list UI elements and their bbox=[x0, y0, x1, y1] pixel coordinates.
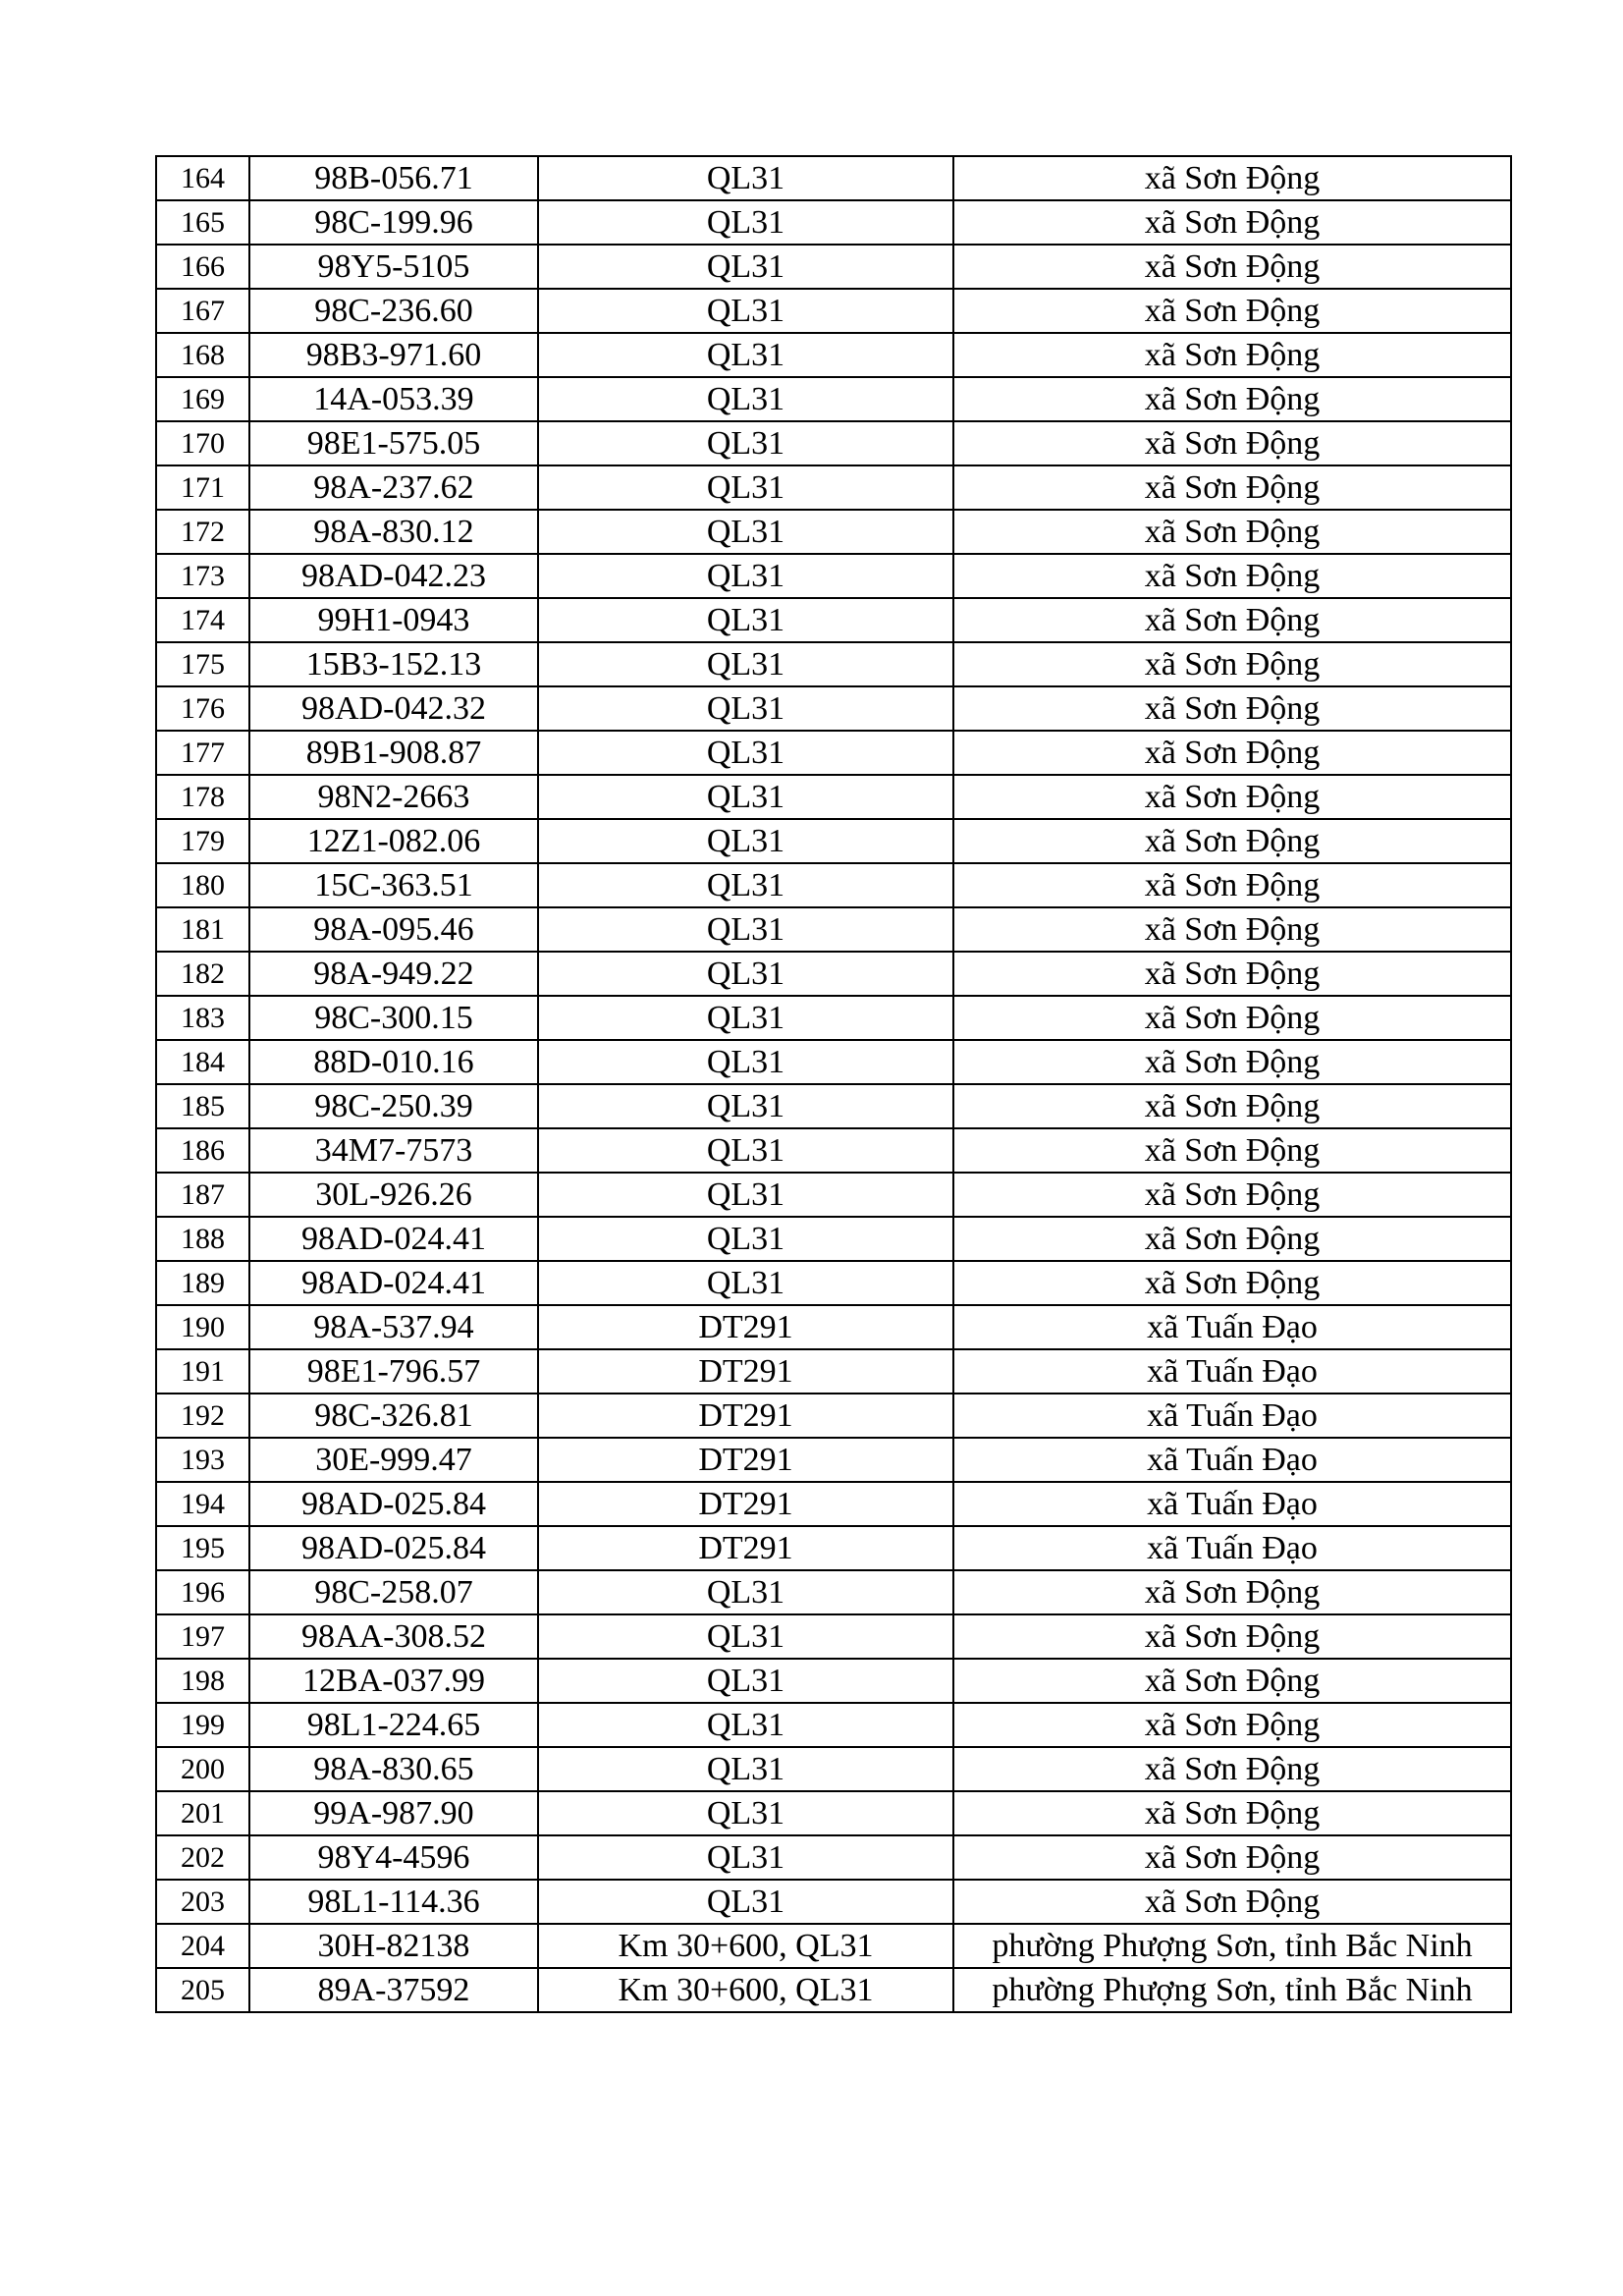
road-cell: QL31 bbox=[538, 1084, 953, 1128]
table-row bbox=[156, 510, 1511, 554]
row-number-cell: 165 bbox=[156, 200, 249, 245]
road-cell: QL31 bbox=[538, 1040, 953, 1084]
table-row bbox=[156, 1570, 1511, 1614]
location-cell: phường Phượng Sơn, tỉnh Bắc Ninh bbox=[953, 1968, 1511, 2012]
table-row bbox=[156, 1747, 1511, 1791]
table-row bbox=[156, 598, 1511, 642]
table-row bbox=[156, 245, 1511, 289]
location-cell: xã Sơn Động bbox=[953, 598, 1511, 642]
location-cell: xã Sơn Động bbox=[953, 1659, 1511, 1703]
table-row bbox=[156, 819, 1511, 863]
row-number-cell: 199 bbox=[156, 1703, 249, 1747]
location-cell: xã Sơn Động bbox=[953, 289, 1511, 333]
road-cell: QL31 bbox=[538, 598, 953, 642]
road-cell: QL31 bbox=[538, 819, 953, 863]
row-number-cell: 186 bbox=[156, 1128, 249, 1173]
location-cell: xã Sơn Động bbox=[953, 1173, 1511, 1217]
violations-table bbox=[155, 155, 1512, 2013]
location-cell: xã Sơn Động bbox=[953, 1880, 1511, 1924]
road-cell: QL31 bbox=[538, 952, 953, 996]
table-row bbox=[156, 1968, 1511, 2012]
row-number-cell: 171 bbox=[156, 465, 249, 510]
row-number-cell: 188 bbox=[156, 1217, 249, 1261]
license-plate-cell: 14A-053.39 bbox=[249, 377, 538, 421]
table-row bbox=[156, 377, 1511, 421]
table-row bbox=[156, 907, 1511, 952]
license-plate-cell: 98A-830.12 bbox=[249, 510, 538, 554]
table-row bbox=[156, 863, 1511, 907]
road-cell: QL31 bbox=[538, 200, 953, 245]
license-plate-cell: 98A-949.22 bbox=[249, 952, 538, 996]
row-number-cell: 190 bbox=[156, 1305, 249, 1349]
license-plate-cell: 98AD-042.32 bbox=[249, 686, 538, 731]
license-plate-cell: 98C-326.81 bbox=[249, 1394, 538, 1438]
road-cell: QL31 bbox=[538, 377, 953, 421]
license-plate-cell: 98L1-114.36 bbox=[249, 1880, 538, 1924]
row-number-cell: 180 bbox=[156, 863, 249, 907]
row-number-cell: 195 bbox=[156, 1526, 249, 1570]
row-number-cell: 182 bbox=[156, 952, 249, 996]
license-plate-cell: 98A-830.65 bbox=[249, 1747, 538, 1791]
table-body bbox=[156, 156, 1511, 2012]
location-cell: xã Tuấn Đạo bbox=[953, 1438, 1511, 1482]
license-plate-cell: 98C-250.39 bbox=[249, 1084, 538, 1128]
row-number-cell: 202 bbox=[156, 1835, 249, 1880]
location-cell: xã Sơn Động bbox=[953, 1261, 1511, 1305]
road-cell: QL31 bbox=[538, 1217, 953, 1261]
license-plate-cell: 98A-237.62 bbox=[249, 465, 538, 510]
location-cell: xã Sơn Động bbox=[953, 1747, 1511, 1791]
row-number-cell: 191 bbox=[156, 1349, 249, 1394]
location-cell: xã Sơn Động bbox=[953, 554, 1511, 598]
location-cell: xã Sơn Động bbox=[953, 465, 1511, 510]
table-row bbox=[156, 1659, 1511, 1703]
license-plate-cell: 89B1-908.87 bbox=[249, 731, 538, 775]
table-row bbox=[156, 1261, 1511, 1305]
license-plate-cell: 98C-258.07 bbox=[249, 1570, 538, 1614]
row-number-cell: 184 bbox=[156, 1040, 249, 1084]
license-plate-cell: 30L-926.26 bbox=[249, 1173, 538, 1217]
license-plate-cell: 98AD-042.23 bbox=[249, 554, 538, 598]
road-cell: QL31 bbox=[538, 289, 953, 333]
license-plate-cell: 98B3-971.60 bbox=[249, 333, 538, 377]
road-cell: QL31 bbox=[538, 1835, 953, 1880]
row-number-cell: 200 bbox=[156, 1747, 249, 1791]
license-plate-cell: 98B-056.71 bbox=[249, 156, 538, 200]
license-plate-cell: 98A-095.46 bbox=[249, 907, 538, 952]
row-number-cell: 173 bbox=[156, 554, 249, 598]
location-cell: xã Sơn Động bbox=[953, 1614, 1511, 1659]
table-row bbox=[156, 1703, 1511, 1747]
table-row bbox=[156, 1880, 1511, 1924]
road-cell: QL31 bbox=[538, 863, 953, 907]
license-plate-cell: 98E1-796.57 bbox=[249, 1349, 538, 1394]
table-row bbox=[156, 1040, 1511, 1084]
license-plate-cell: 98E1-575.05 bbox=[249, 421, 538, 465]
table-row bbox=[156, 1349, 1511, 1394]
license-plate-cell: 89A-37592 bbox=[249, 1968, 538, 2012]
license-plate-cell: 15B3-152.13 bbox=[249, 642, 538, 686]
location-cell: xã Sơn Động bbox=[953, 156, 1511, 200]
road-cell: QL31 bbox=[538, 1261, 953, 1305]
row-number-cell: 192 bbox=[156, 1394, 249, 1438]
row-number-cell: 174 bbox=[156, 598, 249, 642]
row-number-cell: 178 bbox=[156, 775, 249, 819]
road-cell: DT291 bbox=[538, 1349, 953, 1394]
license-plate-cell: 98AD-024.41 bbox=[249, 1217, 538, 1261]
table-row bbox=[156, 775, 1511, 819]
row-number-cell: 189 bbox=[156, 1261, 249, 1305]
table-row bbox=[156, 642, 1511, 686]
road-cell: QL31 bbox=[538, 245, 953, 289]
location-cell: xã Tuấn Đạo bbox=[953, 1526, 1511, 1570]
row-number-cell: 179 bbox=[156, 819, 249, 863]
road-cell: QL31 bbox=[538, 731, 953, 775]
table-row bbox=[156, 1128, 1511, 1173]
row-number-cell: 194 bbox=[156, 1482, 249, 1526]
row-number-cell: 170 bbox=[156, 421, 249, 465]
row-number-cell: 172 bbox=[156, 510, 249, 554]
table-row bbox=[156, 1305, 1511, 1349]
road-cell: DT291 bbox=[538, 1526, 953, 1570]
row-number-cell: 164 bbox=[156, 156, 249, 200]
row-number-cell: 177 bbox=[156, 731, 249, 775]
row-number-cell: 167 bbox=[156, 289, 249, 333]
license-plate-cell: 98AD-024.41 bbox=[249, 1261, 538, 1305]
road-cell: QL31 bbox=[538, 465, 953, 510]
row-number-cell: 187 bbox=[156, 1173, 249, 1217]
table-row bbox=[156, 465, 1511, 510]
location-cell: xã Sơn Động bbox=[953, 775, 1511, 819]
license-plate-cell: 98A-537.94 bbox=[249, 1305, 538, 1349]
license-plate-cell: 99A-987.90 bbox=[249, 1791, 538, 1835]
table-row bbox=[156, 1924, 1511, 1968]
location-cell: xã Sơn Động bbox=[953, 377, 1511, 421]
license-plate-cell: 98Y4-4596 bbox=[249, 1835, 538, 1880]
row-number-cell: 197 bbox=[156, 1614, 249, 1659]
location-cell: xã Tuấn Đạo bbox=[953, 1349, 1511, 1394]
table-row bbox=[156, 1482, 1511, 1526]
table-row bbox=[156, 1173, 1511, 1217]
table-row bbox=[156, 421, 1511, 465]
license-plate-cell: 98AD-025.84 bbox=[249, 1526, 538, 1570]
road-cell: QL31 bbox=[538, 1128, 953, 1173]
row-number-cell: 181 bbox=[156, 907, 249, 952]
location-cell: xã Sơn Động bbox=[953, 1217, 1511, 1261]
license-plate-cell: 98C-236.60 bbox=[249, 289, 538, 333]
row-number-cell: 176 bbox=[156, 686, 249, 731]
table-row bbox=[156, 1614, 1511, 1659]
location-cell: xã Sơn Động bbox=[953, 1040, 1511, 1084]
table-row bbox=[156, 952, 1511, 996]
location-cell: xã Sơn Động bbox=[953, 510, 1511, 554]
road-cell: QL31 bbox=[538, 1791, 953, 1835]
location-cell: xã Sơn Động bbox=[953, 907, 1511, 952]
location-cell: xã Sơn Động bbox=[953, 686, 1511, 731]
location-cell: xã Sơn Động bbox=[953, 245, 1511, 289]
row-number-cell: 193 bbox=[156, 1438, 249, 1482]
location-cell: xã Sơn Động bbox=[953, 1835, 1511, 1880]
license-plate-cell: 12BA-037.99 bbox=[249, 1659, 538, 1703]
location-cell: xã Sơn Động bbox=[953, 863, 1511, 907]
table-row bbox=[156, 731, 1511, 775]
location-cell: xã Sơn Động bbox=[953, 731, 1511, 775]
road-cell: QL31 bbox=[538, 510, 953, 554]
road-cell: QL31 bbox=[538, 333, 953, 377]
location-cell: xã Sơn Động bbox=[953, 1703, 1511, 1747]
location-cell: xã Sơn Động bbox=[953, 1084, 1511, 1128]
row-number-cell: 168 bbox=[156, 333, 249, 377]
location-cell: xã Sơn Động bbox=[953, 333, 1511, 377]
location-cell: xã Sơn Động bbox=[953, 200, 1511, 245]
road-cell: QL31 bbox=[538, 907, 953, 952]
road-cell: DT291 bbox=[538, 1394, 953, 1438]
row-number-cell: 175 bbox=[156, 642, 249, 686]
table-row bbox=[156, 554, 1511, 598]
table-row bbox=[156, 1084, 1511, 1128]
license-plate-cell: 98L1-224.65 bbox=[249, 1703, 538, 1747]
license-plate-cell: 98C-199.96 bbox=[249, 200, 538, 245]
table-row bbox=[156, 1394, 1511, 1438]
location-cell: xã Tuấn Đạo bbox=[953, 1482, 1511, 1526]
license-plate-cell: 88D-010.16 bbox=[249, 1040, 538, 1084]
row-number-cell: 166 bbox=[156, 245, 249, 289]
road-cell: QL31 bbox=[538, 1173, 953, 1217]
row-number-cell: 198 bbox=[156, 1659, 249, 1703]
road-cell: DT291 bbox=[538, 1305, 953, 1349]
table-row bbox=[156, 333, 1511, 377]
row-number-cell: 169 bbox=[156, 377, 249, 421]
license-plate-cell: 30H-82138 bbox=[249, 1924, 538, 1968]
row-number-cell: 205 bbox=[156, 1968, 249, 2012]
table-row bbox=[156, 996, 1511, 1040]
location-cell: xã Sơn Động bbox=[953, 952, 1511, 996]
row-number-cell: 183 bbox=[156, 996, 249, 1040]
road-cell: Km 30+600, QL31 bbox=[538, 1968, 953, 2012]
road-cell: DT291 bbox=[538, 1482, 953, 1526]
location-cell: xã Sơn Động bbox=[953, 819, 1511, 863]
row-number-cell: 204 bbox=[156, 1924, 249, 1968]
road-cell: QL31 bbox=[538, 1880, 953, 1924]
license-plate-cell: 98C-300.15 bbox=[249, 996, 538, 1040]
license-plate-cell: 12Z1-082.06 bbox=[249, 819, 538, 863]
location-cell: phường Phượng Sơn, tỉnh Bắc Ninh bbox=[953, 1924, 1511, 1968]
table-row bbox=[156, 1835, 1511, 1880]
table-row bbox=[156, 686, 1511, 731]
table-row bbox=[156, 1438, 1511, 1482]
license-plate-cell: 30E-999.47 bbox=[249, 1438, 538, 1482]
location-cell: xã Sơn Động bbox=[953, 421, 1511, 465]
location-cell: xã Sơn Động bbox=[953, 996, 1511, 1040]
table-row bbox=[156, 289, 1511, 333]
location-cell: xã Sơn Động bbox=[953, 1128, 1511, 1173]
location-cell: xã Sơn Động bbox=[953, 642, 1511, 686]
road-cell: QL31 bbox=[538, 1747, 953, 1791]
road-cell: QL31 bbox=[538, 1614, 953, 1659]
road-cell: QL31 bbox=[538, 1703, 953, 1747]
road-cell: QL31 bbox=[538, 1659, 953, 1703]
road-cell: QL31 bbox=[538, 775, 953, 819]
road-cell: QL31 bbox=[538, 554, 953, 598]
table-row bbox=[156, 1791, 1511, 1835]
row-number-cell: 203 bbox=[156, 1880, 249, 1924]
license-plate-cell: 98AA-308.52 bbox=[249, 1614, 538, 1659]
row-number-cell: 196 bbox=[156, 1570, 249, 1614]
table-row bbox=[156, 1526, 1511, 1570]
license-plate-cell: 99H1-0943 bbox=[249, 598, 538, 642]
license-plate-cell: 34M7-7573 bbox=[249, 1128, 538, 1173]
road-cell: QL31 bbox=[538, 1570, 953, 1614]
row-number-cell: 201 bbox=[156, 1791, 249, 1835]
table-row bbox=[156, 1217, 1511, 1261]
location-cell: xã Sơn Động bbox=[953, 1791, 1511, 1835]
road-cell: Km 30+600, QL31 bbox=[538, 1924, 953, 1968]
license-plate-cell: 15C-363.51 bbox=[249, 863, 538, 907]
road-cell: QL31 bbox=[538, 686, 953, 731]
license-plate-cell: 98Y5-5105 bbox=[249, 245, 538, 289]
road-cell: DT291 bbox=[538, 1438, 953, 1482]
location-cell: xã Tuấn Đạo bbox=[953, 1394, 1511, 1438]
road-cell: QL31 bbox=[538, 996, 953, 1040]
location-cell: xã Tuấn Đạo bbox=[953, 1305, 1511, 1349]
road-cell: QL31 bbox=[538, 642, 953, 686]
location-cell: xã Sơn Động bbox=[953, 1570, 1511, 1614]
table-row bbox=[156, 200, 1511, 245]
road-cell: QL31 bbox=[538, 421, 953, 465]
road-cell: QL31 bbox=[538, 156, 953, 200]
table-row bbox=[156, 156, 1511, 200]
row-number-cell: 185 bbox=[156, 1084, 249, 1128]
license-plate-cell: 98N2-2663 bbox=[249, 775, 538, 819]
license-plate-cell: 98AD-025.84 bbox=[249, 1482, 538, 1526]
